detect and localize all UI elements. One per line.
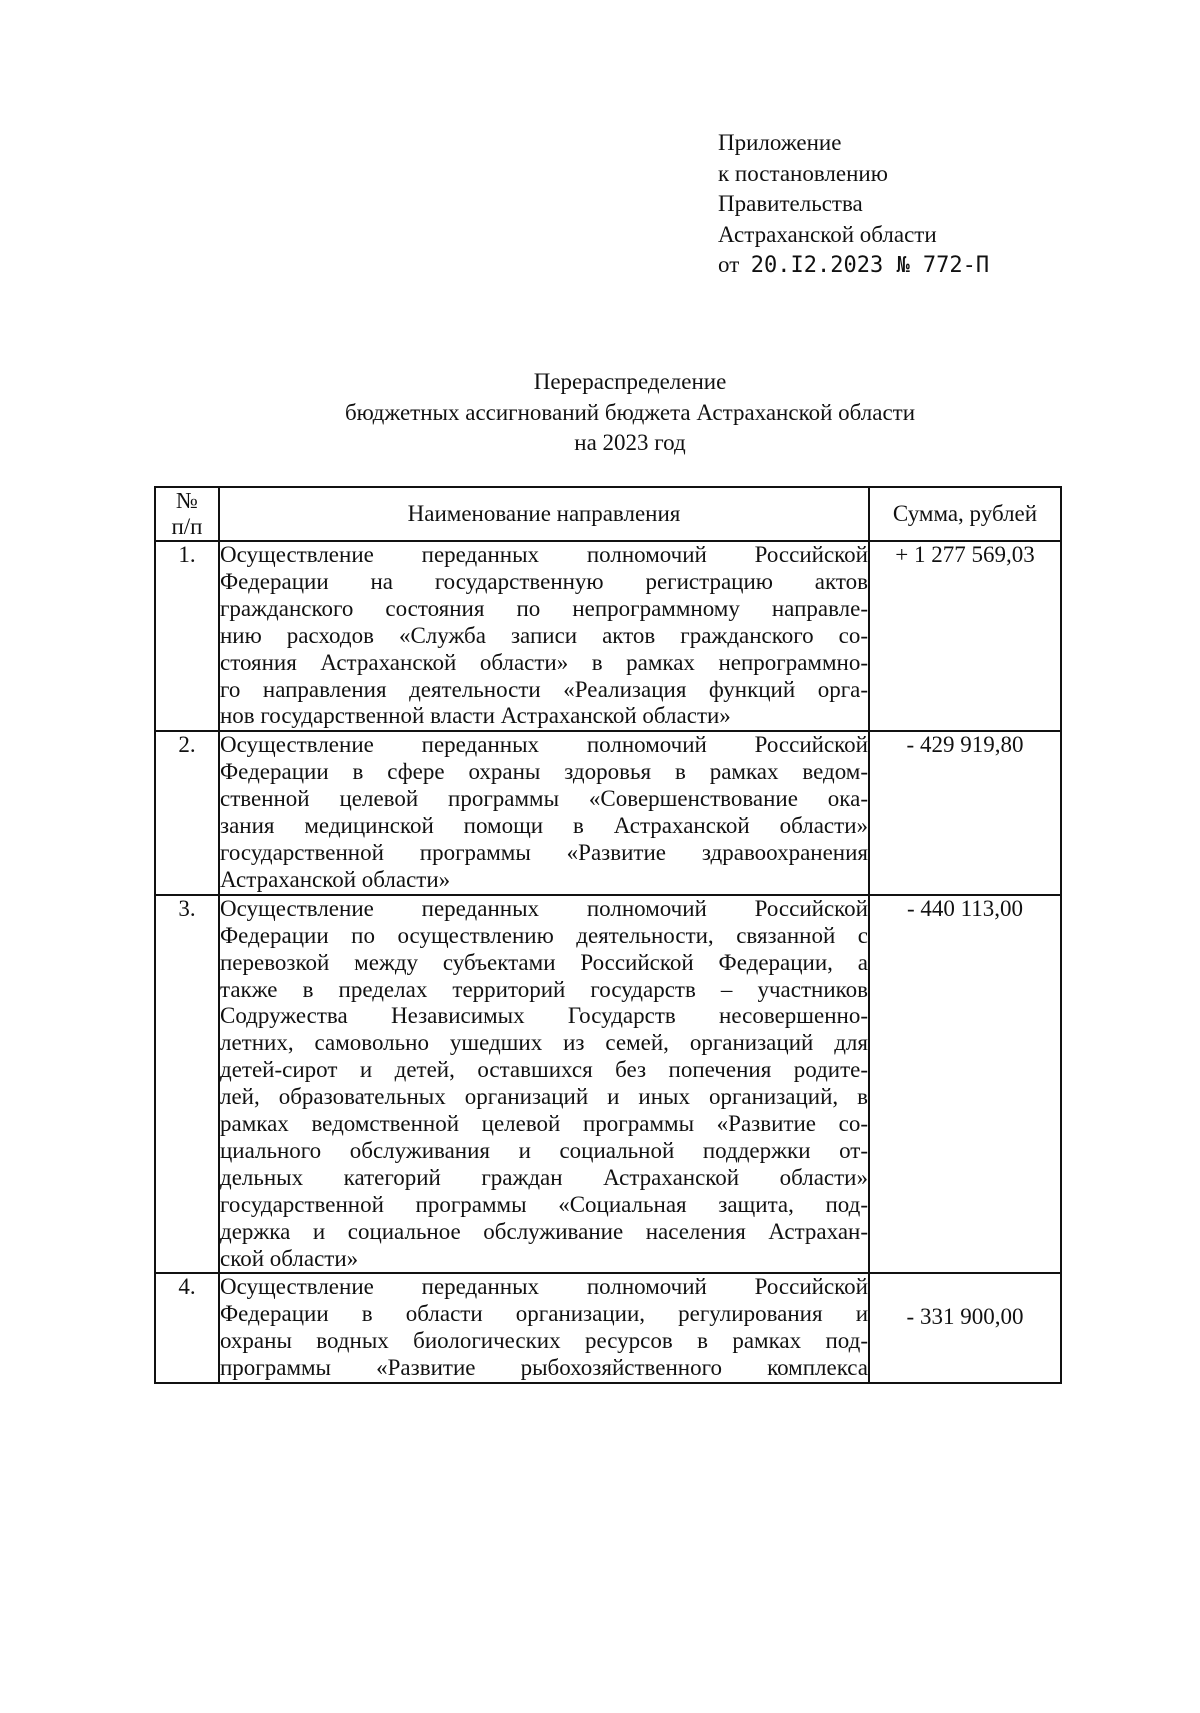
row-text-line: нов государственной власти Астраханской области» [220,703,731,729]
title-line: бюджетных ассигнований бюджета Астраханской области [344,399,916,425]
row-text-line: Астраханской области» [220,866,451,892]
table-row [155,731,1061,894]
header-number [155,487,219,541]
row-text-line: Осуществление переданных полномочий Российской [220,732,868,758]
table-header-row [155,487,1061,541]
appendix-date-line [718,250,989,282]
header-number-pp: п/п [171,514,203,539]
row-text-line: летних, самовольно ушедших из семей, организаций для [220,1030,868,1056]
table-row [155,895,1061,1274]
row-text-line: государственной программы «Развитие здравоохранения [220,839,868,865]
table-body [155,541,1061,1383]
row-text-line: Федерации на государственную регистрацию актов [220,568,868,594]
row-sum: + 1 277 569,03 [869,541,1061,731]
row-text-line: перевозкой между субъектами Российской Федерации, а [220,949,868,975]
appendix-block [718,128,989,282]
row-text-line: зания медицинской помощи в Астраханской области» [220,813,868,839]
row-text-line: Федерации в сфере охраны здоровья в рамках ведом- [220,759,868,785]
row-text-line: рамках ведомственной целевой программы «Развитие со- [220,1111,868,1137]
row-text-line: дельных категорий граждан Астраханской области» [220,1164,868,1190]
row-text-line: детей-сирот и детей, оставшихся без попечения родите- [220,1057,868,1083]
row-sum: - 429 919,80 [869,731,1061,894]
row-sum: - 331 900,00 [869,1273,1061,1383]
appendix-line: Приложение [718,130,842,155]
title-line: на 2023 год [574,430,686,455]
row-text-line: охраны водных биологических ресурсов в рамках под- [220,1328,868,1354]
row-direction-name [219,1273,869,1383]
row-number: 3. [155,895,219,1274]
row-direction-name [219,541,869,731]
row-text-line: Осуществление переданных полномочий Российской [220,1274,868,1300]
header-name: Наименование направления [219,487,869,541]
row-text-line: Федерации по осуществлению деятельности, связанной с [220,922,868,948]
row-text-line: ской области» [220,1245,359,1271]
row-text-line: Федерации в области организации, регулирования и [220,1301,868,1327]
row-text-line: ственной целевой программы «Совершенствование ока- [220,786,868,812]
row-number: 1. [155,541,219,731]
row-direction-name [219,731,869,894]
row-text-line: государственной программы «Социальная защита, под- [220,1191,868,1217]
row-text-line: Осуществление переданных полномочий Российской [220,895,868,921]
row-number: 2. [155,731,219,894]
row-text-line: го направления деятельности «Реализация функций орга- [220,676,868,702]
row-text-line: нию расходов «Служба записи актов гражданского со- [220,622,868,648]
row-text-line: стояния Астраханской области» в рамках непрограммно- [220,649,868,675]
row-text-line: также в пределах территорий государств – участников [220,976,868,1002]
row-text-line: Содружества Независимых Государств несовершенно- [220,1003,868,1029]
header-sum: Сумма, рублей [869,487,1061,541]
redistribution-table [154,486,1062,1384]
header-number-sign: № [176,488,198,513]
row-text-line: циального обслуживания и социальной поддержки от- [220,1137,868,1163]
row-text-line: лей, образовательных организаций и иных организаций, в [220,1084,868,1110]
row-number: 4. [155,1273,219,1383]
title-line: Перераспределение [533,369,727,394]
row-text-line: программы «Развитие рыбохозяйственного комплекса [220,1355,868,1381]
row-text-line: Осуществление переданных полномочий Российской [220,542,868,567]
table-row [155,1273,1061,1383]
row-direction-name [219,895,869,1274]
row-text-line: держка и социальное обслуживание населения Астрахан- [220,1218,868,1244]
row-sum: - 440 113,00 [869,895,1061,1274]
appendix-line: Астраханской области [718,221,937,247]
appendix-line: к постановлению [718,160,888,186]
date-prefix: от [718,252,740,277]
table-row [155,541,1061,731]
appendix-line: Правительства [718,191,863,216]
document-title [0,367,1200,459]
row-text-line: гражданского состояния по непрограммному направле- [220,595,868,621]
date-and-number: 20.I2.2023 № 772-П [750,253,990,278]
